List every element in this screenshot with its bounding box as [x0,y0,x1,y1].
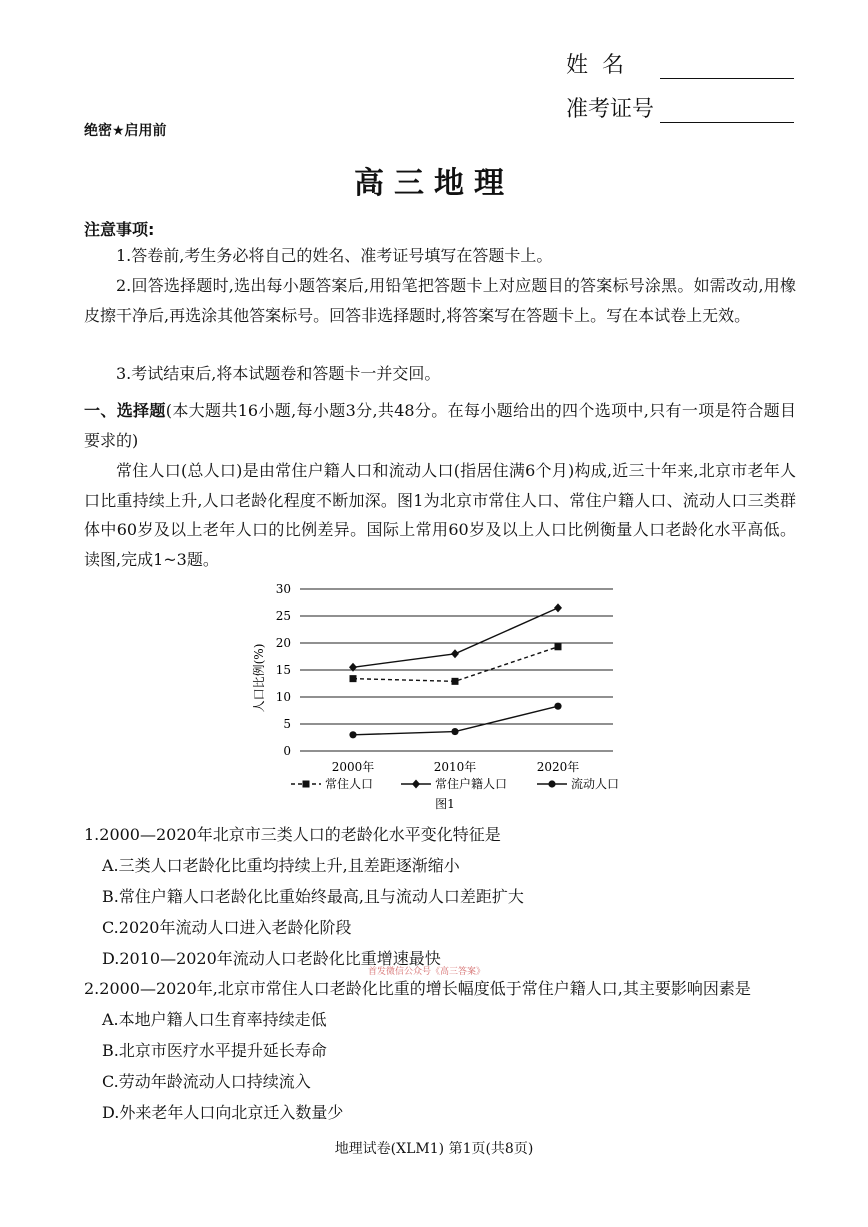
chart-grid [300,589,613,751]
y-tick-label: 0 [283,744,291,758]
notice-item: 2.回答选择题时,选出每小题答案后,用铅笔把答题卡上对应题目的答案标号涂黑。如需改动,用橡皮擦干净后,再选涂其他答案标号。回答非选择题时,将答案写在答题卡上。写在本试卷上无效。 [84,276,796,325]
question-2-stem: 2.2000—2020年,北京市常住人口老龄化比重的增长幅度低于常住户籍人口,其主要影响因素是 [84,979,751,998]
y-tick-label: 10 [275,690,291,704]
legend-label: 常住户籍人口 [435,777,508,791]
name-field [566,48,794,79]
question-2-option-a: A.本地户籍人口生育率持续走低 [102,1010,327,1029]
legend-label: 流动人口 [571,777,620,791]
name-label: 姓 名 [566,53,624,78]
data-point-circle [349,731,356,738]
x-tick-label: 2020年 [536,760,580,774]
page-footer: 地理试卷(XLM1) 第1页(共8页) [334,1141,534,1157]
x-tick-label: 2000年 [331,760,375,774]
y-tick-label: 15 [275,663,291,677]
data-point-circle [451,728,458,735]
data-point-square [555,643,562,650]
data-point-circle [548,780,555,787]
passage-text: 常住人口(总人口)是由常住户籍人口和流动人口(指居住满6个月)构成,近三十年来,北京市老年人口比重持续上升,人口老龄化程度不断加深。图1为北京市常住人口、常住户籍人口、流动人口三类群体中60岁及以上老年人口的比例差异。国际上常用60岁及以上人口比例衡量人口老龄化水平高低。读图,完成1~3题。 [84,461,796,569]
question-2-option-d: D.外来老年人口向北京迁入数量少 [102,1103,344,1122]
question-1-option-a: A.三类人口老龄化比重均持续上升,且差距逐渐缩小 [102,856,460,875]
data-point-square [303,781,310,788]
chart-figure-1 [245,578,635,816]
question-2-option-b: B.北京市医疗水平提升延长寿命 [102,1041,327,1060]
y-tick-label: 5 [283,717,291,731]
watermark: 首发微信公众号《高三答案》 [368,967,486,977]
section-heading: 一、选择题 [84,401,166,420]
x-tick-label: 2010年 [433,760,477,774]
section-intro [84,396,796,455]
chart-y-ticks [276,582,291,758]
y-tick-label: 25 [275,609,291,623]
data-point-diamond [554,603,562,612]
data-point-diamond [451,649,459,658]
question-1-option-d: D.2010—2020年流动人口老龄化比重增速最快 [102,949,441,968]
exam-id-label: 准考证号 [566,97,655,122]
question-1-option-b: B.常住户籍人口老龄化比重始终最高,且与流动人口差距扩大 [102,887,524,906]
chart-y-axis-label: 人口比例(%) [252,643,266,713]
data-point-square [452,678,459,685]
legend-label: 常住人口 [325,777,374,791]
question-2-option-c: C.劳动年龄流动人口持续流入 [102,1072,311,1091]
data-point-circle [554,703,561,710]
data-point-square [350,675,357,682]
exam-id-field [566,92,794,123]
confidential-mark: 绝密★启用前 [84,123,167,139]
section-description: (本大题共16小题,每小题3分,共48分。在每小题给出的四个选项中,只有一项是符合题目要求的) [84,401,796,450]
y-tick-label: 30 [275,582,291,596]
question-1-stem: 1.2000—2020年北京市三类人口的老龄化水平变化特征是 [84,825,501,844]
chart-x-ticks [332,759,580,774]
data-point-diamond [412,780,420,789]
page-title: 高三地理 [354,166,514,201]
exam-id-blank-line [660,102,794,123]
series-line [353,608,558,667]
y-tick-label: 20 [275,636,291,650]
name-blank-line [660,58,794,79]
question-1-option-c: C.2020年流动人口进入老龄化阶段 [102,918,352,937]
chart-title: 图1 [435,797,455,811]
chart-legend [291,776,619,791]
chart-series [349,603,562,738]
notice-item: 1.答卷前,考生务必将自己的姓名、准考证号填写在答题卡上。 [116,246,553,265]
notice-item: 3.考试结束后,将本试题卷和答题卡一并交回。 [116,364,441,383]
notice-heading: 注意事项: [84,220,155,239]
